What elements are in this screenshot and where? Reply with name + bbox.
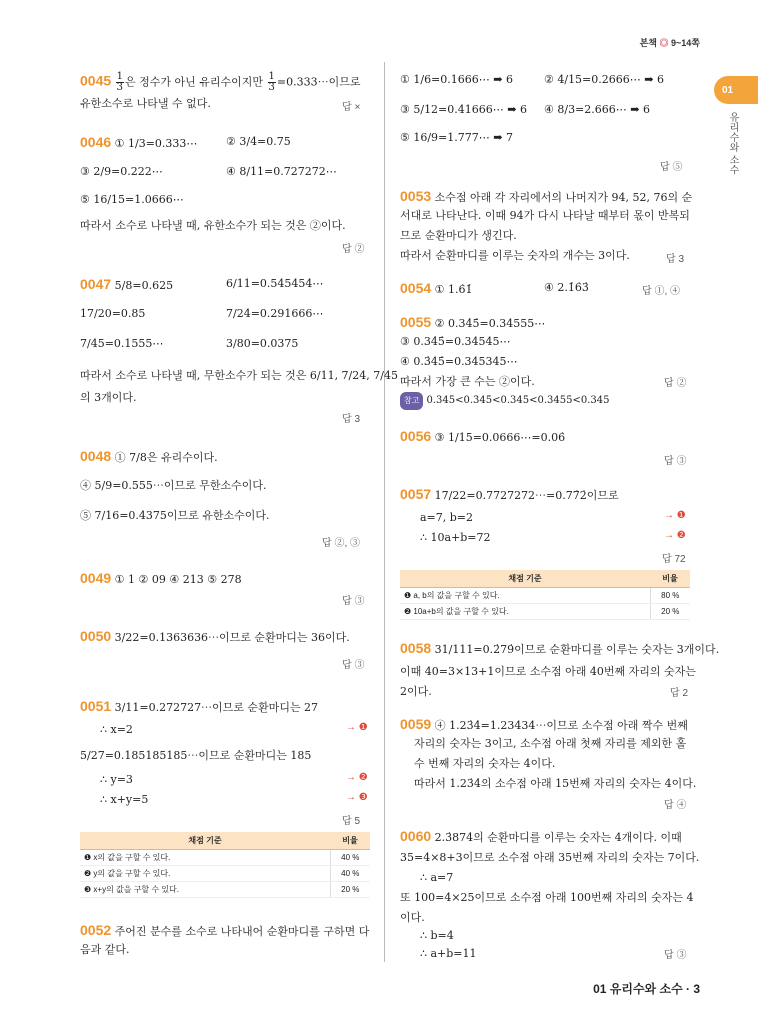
- text: ⑤ 7/16=0.4375이므로 유한소수이다.: [80, 509, 270, 522]
- text: 유한소수로 나타낼 수 없다.: [80, 97, 211, 110]
- answer: 답 3: [342, 414, 360, 425]
- step-marker: → ❷: [664, 530, 686, 541]
- answer: 답 ⑤: [660, 162, 683, 173]
- grading-criterion: ❷ 10a+b의 값을 구할 수 있다.: [400, 604, 650, 620]
- text: ④ 5/9=0.555⋯이므로 무한소수이다.: [80, 479, 267, 492]
- problem-0055: [400, 314, 545, 332]
- item: 17/20=0.85: [80, 307, 146, 320]
- answer: 답 ×: [342, 102, 361, 113]
- text: ∴ 10a+b=72: [420, 531, 491, 544]
- text: 또 100=4×25이므로 소수점 아래 100번째 자리의 숫자는 4: [400, 891, 694, 904]
- text: ∴ b=4: [420, 929, 454, 942]
- text: 이때 40=3×13+1이므로 소수점 아래 40번째 자리의 숫자는: [400, 665, 696, 678]
- choice: ① 1/6=0.1666⋯ ➡ 6: [400, 73, 513, 86]
- text: 따라서 소수로 나타낼 때, 유한소수가 되는 것은 ②이다.: [80, 219, 346, 232]
- problem-number: 0053: [400, 188, 432, 204]
- problem-0053: [400, 188, 692, 206]
- text: 므로 순환마디가 생긴다.: [400, 229, 517, 242]
- text: 서대로 나타난다. 이때 94가 다시 나타날 때부터 몫이 반복되: [400, 209, 690, 222]
- problem-0056: [400, 428, 565, 446]
- step-marker: → ❶: [346, 722, 368, 733]
- problem-0047: [80, 276, 173, 294]
- item: 7/45=0.1555⋯: [80, 337, 164, 350]
- grading-ratio: 20 %: [330, 882, 370, 898]
- problem-number: 0057: [400, 486, 432, 502]
- answer: 답 ②: [664, 378, 687, 389]
- grading-header: 채점 기준: [80, 832, 330, 850]
- fraction: [116, 72, 124, 93]
- note: [400, 392, 610, 410]
- denominator: 3: [268, 82, 275, 93]
- text: 주어진 분수를 소수로 나타내어 순환마디를 구하면 다: [114, 925, 370, 938]
- grading-criterion: ❶ a, b의 값을 구할 수 있다.: [400, 588, 650, 604]
- grading-ratio: 20 %: [650, 604, 690, 620]
- choice: ④ 8/11=0.727272⋯: [226, 165, 337, 178]
- header-dot: ◎: [659, 38, 669, 48]
- ratio-header: 비율: [330, 832, 370, 850]
- problem-0057: [400, 486, 619, 504]
- text: ∴ a=7: [420, 871, 454, 884]
- text: ① 1 ② 09 ④ 213 ⑤ 278: [114, 573, 242, 586]
- grading-criterion: ❸ x+y의 값을 구할 수 있다.: [80, 882, 330, 898]
- text: 이다.: [400, 911, 425, 924]
- text: 17/22=0.7727272⋯=0.77̇2̇이므로: [434, 489, 619, 502]
- text: 은 정수가 아닌 유리수이지만: [125, 75, 264, 89]
- text: 3/11=0.272727⋯이므로 순환마디는 27: [114, 701, 319, 714]
- choice: ③ 2/9=0.222⋯: [80, 165, 163, 178]
- grading-ratio: 80 %: [650, 588, 690, 604]
- answer: 답 ③: [664, 456, 687, 467]
- chapter-number: 01: [722, 84, 734, 96]
- text: 의 3개이다.: [80, 391, 137, 404]
- problem-0051: [80, 698, 318, 716]
- fraction: [268, 72, 276, 93]
- problem-0045: [80, 72, 361, 93]
- answer: 답 ③: [664, 950, 687, 961]
- problem-0046: [80, 134, 197, 152]
- problem-0059: [400, 716, 688, 734]
- item: 7/24=0.291666⋯: [226, 307, 324, 320]
- page-footer: 01 유리수와 소수 · 3: [593, 982, 700, 996]
- answer: 답 2: [670, 688, 688, 699]
- header-text: 본책: [639, 38, 657, 48]
- text: 따라서 1.23̇4̇의 소수점 아래 15번째 자리의 숫자는 4이다.: [414, 777, 697, 790]
- answer: 답 ③: [342, 596, 365, 607]
- problem-0060: [400, 828, 682, 846]
- step-marker: → ❸: [346, 792, 368, 803]
- step-marker: → ❷: [346, 772, 368, 783]
- answer: 답 5: [342, 816, 360, 827]
- problem-number: 0060: [400, 828, 432, 844]
- answer: 답 72: [662, 554, 686, 565]
- numerator: 1: [268, 71, 275, 82]
- answer: 답 ①, ④: [642, 286, 680, 297]
- text: 2.3̇874̇의 순환마디를 이루는 숫자는 4개이다. 이때: [434, 831, 682, 844]
- grading-ratio: 40 %: [330, 866, 370, 882]
- grading-ratio: 40 %: [330, 850, 370, 866]
- text: ③ 1/15=0.0666⋯=0.06̇: [434, 431, 566, 444]
- text: 자리의 숫자는 3이고, 소수점 아래 첫째 자리를 제외한 홀: [414, 737, 687, 750]
- answer: 답 ②: [342, 244, 365, 255]
- grading-table-0051: [80, 832, 370, 898]
- problem-0050: [80, 628, 350, 646]
- text: 따라서 소수로 나타낼 때, 무한소수가 되는 것은 6/11, 7/24, 7/45: [80, 369, 398, 382]
- text: ① 7/8은 유리수이다.: [114, 451, 218, 464]
- item: 6/11=0.545454⋯: [226, 277, 324, 290]
- problem-number: 0058: [400, 640, 432, 656]
- denominator: 3: [116, 82, 124, 93]
- problem-number: 0051: [80, 698, 112, 714]
- text: ④ 0.3̇45̇=0.345345⋯: [400, 355, 518, 368]
- grading-table-0057: [400, 570, 690, 620]
- choice: ③ 5/12=0.41666⋯ ➡ 6: [400, 103, 527, 116]
- problem-number: 0046: [80, 134, 112, 150]
- answer: 답 3: [666, 254, 684, 265]
- problem-0049: [80, 570, 242, 588]
- text: 따라서 가장 큰 수는 ②이다.: [400, 375, 535, 388]
- choice: ④ 8/3=2.666⋯ ➡ 6: [544, 103, 650, 116]
- problem-number: 0054: [400, 280, 432, 296]
- chapter-title: 유리수와 소수: [727, 112, 738, 175]
- grading-criterion: ❷ y의 값을 구할 수 있다.: [80, 866, 330, 882]
- item: 3/80=0.0375: [226, 337, 299, 350]
- page-header: [640, 36, 700, 49]
- problem-0052: [80, 922, 369, 940]
- answer: 답 ③: [342, 660, 365, 671]
- text: 5/27=0.185185185⋯이므로 순환마디는 185: [80, 749, 312, 762]
- answer: 답 ②, ③: [322, 538, 360, 549]
- text: 음과 같다.: [80, 943, 130, 956]
- step-marker: → ❶: [664, 510, 686, 521]
- choice: ⑤ 16/15=1.0666⋯: [80, 193, 184, 206]
- problem-number: 0049: [80, 570, 112, 586]
- text: 수 번째 자리의 숫자는 4이다.: [414, 757, 556, 770]
- problem-number: 0050: [80, 628, 112, 644]
- problem-number: 0059: [400, 716, 432, 732]
- text: 따라서 순환마디를 이루는 숫자의 개수는 3이다.: [400, 249, 630, 262]
- item: 5/8=0.625: [114, 279, 174, 292]
- text: ② 0.34̇5̇=0.34555⋯: [434, 317, 546, 330]
- text: ③ 0.34̇5̇=0.34545⋯: [400, 335, 511, 348]
- column-divider: [384, 62, 385, 962]
- header-pages: 9~14쪽: [671, 38, 700, 48]
- text: 31/111=0.2̇79̇이므로 순환마디를 이루는 숫자는 3개이다.: [434, 643, 720, 656]
- text: ∴ y=3: [100, 773, 133, 786]
- problem-number: 0047: [80, 276, 112, 292]
- problem-number: 0048: [80, 448, 112, 464]
- choice: ② 3/4=0.75: [226, 135, 291, 148]
- text: 3/22=0.1363636⋯이므로 순환마디는 36이다.: [114, 631, 350, 644]
- choice: ② 4/15=0.2666⋯ ➡ 6: [544, 73, 664, 86]
- text: 35=4×8+3이므로 소수점 아래 35번째 자리의 숫자는 7이다.: [400, 851, 700, 864]
- text: 소수점 아래 각 자리에서의 나머지가 94, 52, 76의 순: [434, 191, 693, 204]
- choice: ⑤ 16/9=1.777⋯ ➡ 7: [400, 131, 513, 144]
- text: ∴ a+b=11: [420, 947, 477, 960]
- problem-0058: [400, 640, 719, 658]
- chapter-tab: [714, 76, 758, 104]
- problem-number: 0055: [400, 314, 432, 330]
- problem-0054: [400, 280, 473, 298]
- numerator: 1: [116, 71, 124, 82]
- text: a=7, b=2: [420, 511, 474, 524]
- problem-number: 0056: [400, 428, 432, 444]
- text: ④ 1.23̇4̇=1.23434⋯이므로 소수점 아래 짝수 번째: [434, 719, 688, 732]
- problem-0048: [80, 448, 218, 466]
- ratio-header: 비율: [650, 570, 690, 588]
- answer: 답 ④: [664, 800, 687, 811]
- choice: ① 1/3=0.333⋯: [114, 137, 198, 150]
- text: 2이다.: [400, 685, 432, 698]
- problem-number: 0045: [80, 72, 112, 89]
- note-text: 0.345<0.3̇45̇<0.34̇5̇<0.3455<0.345: [426, 395, 610, 406]
- text: =0.333⋯이므로: [276, 75, 361, 89]
- text: ∴ x=2: [100, 723, 133, 736]
- grading-criterion: ❶ x의 값을 구할 수 있다.: [80, 850, 330, 866]
- text: ∴ x+y=5: [100, 793, 149, 806]
- choice: ① 1.6̇1̇: [434, 283, 473, 296]
- grading-header: 채점 기준: [400, 570, 650, 588]
- choice: ④ 2.1̇6̇3̇: [544, 281, 589, 294]
- problem-number: 0052: [80, 922, 112, 938]
- note-badge: 참고: [400, 392, 423, 410]
